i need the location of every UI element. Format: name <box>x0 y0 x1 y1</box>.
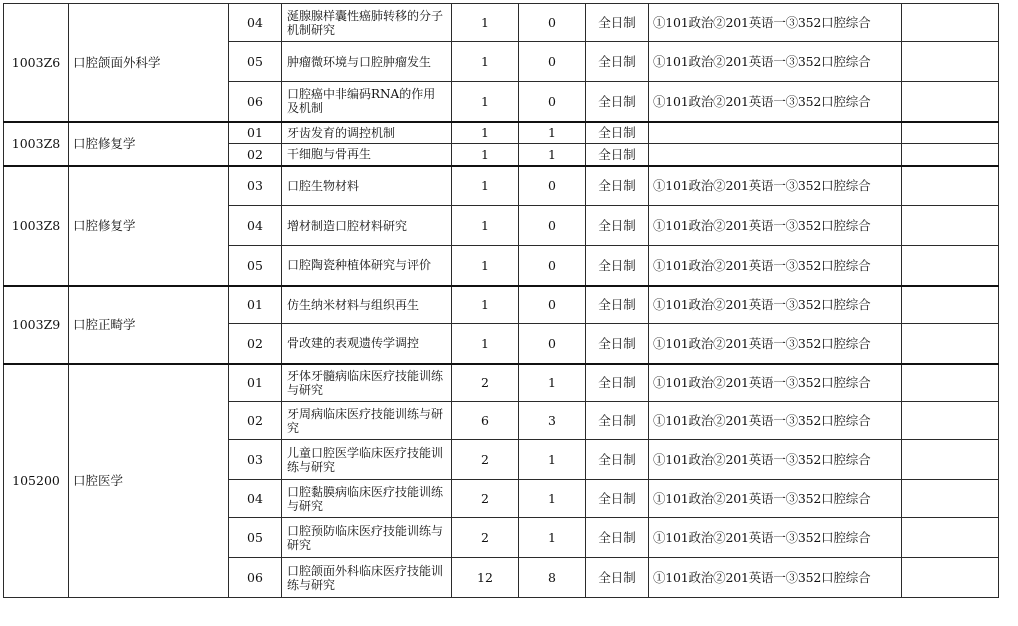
program-table-body <box>4 4 999 598</box>
direction-number: 02 <box>229 324 282 364</box>
exam-subjects: ①101政治②201英语一③352口腔综合 <box>649 402 902 440</box>
study-mode: 全日制 <box>586 518 649 558</box>
enrollment-quota: 1 <box>452 42 519 82</box>
recommended-count: 0 <box>519 42 586 82</box>
research-direction: 骨改建的表观遗传学调控 <box>282 324 452 364</box>
exam-subjects: ①101政治②201英语一③352口腔综合 <box>649 518 902 558</box>
remarks-cell <box>902 4 999 42</box>
study-mode: 全日制 <box>586 324 649 364</box>
enrollment-quota: 1 <box>452 246 519 286</box>
remarks-cell <box>902 246 999 286</box>
recommended-count: 3 <box>519 402 586 440</box>
recommended-count: 1 <box>519 144 586 166</box>
recommended-count: 1 <box>519 518 586 558</box>
enrollment-quota: 1 <box>452 206 519 246</box>
enrollment-quota: 1 <box>452 122 519 144</box>
recommended-count: 1 <box>519 364 586 402</box>
study-mode: 全日制 <box>586 246 649 286</box>
recommended-count: 0 <box>519 246 586 286</box>
table-row <box>4 4 999 42</box>
direction-number: 01 <box>229 364 282 402</box>
remarks-cell <box>902 324 999 364</box>
subject-code: 105200 <box>4 364 69 598</box>
enrollment-quota: 6 <box>452 402 519 440</box>
table-row <box>4 166 999 206</box>
direction-number: 05 <box>229 246 282 286</box>
direction-number: 02 <box>229 144 282 166</box>
subject-code: 1003Z6 <box>4 4 69 122</box>
direction-number: 03 <box>229 166 282 206</box>
enrollment-quota: 2 <box>452 480 519 518</box>
exam-subjects: ①101政治②201英语一③352口腔综合 <box>649 558 902 598</box>
research-direction: 增材制造口腔材料研究 <box>282 206 452 246</box>
study-mode: 全日制 <box>586 286 649 324</box>
recommended-count: 0 <box>519 166 586 206</box>
exam-subjects: ①101政治②201英语一③352口腔综合 <box>649 440 902 480</box>
recommended-count: 0 <box>519 82 586 122</box>
remarks-cell <box>902 42 999 82</box>
direction-number: 03 <box>229 440 282 480</box>
research-direction: 口腔癌中非编码RNA的作用及机制 <box>282 82 452 122</box>
remarks-cell <box>902 122 999 144</box>
recommended-count: 1 <box>519 122 586 144</box>
subject-name: 口腔颌面外科学 <box>69 4 229 122</box>
remarks-cell <box>902 518 999 558</box>
recommended-count: 0 <box>519 286 586 324</box>
remarks-cell <box>902 440 999 480</box>
remarks-cell <box>902 144 999 166</box>
exam-subjects: ①101政治②201英语一③352口腔综合 <box>649 324 902 364</box>
direction-number: 01 <box>229 286 282 324</box>
subject-code: 1003Z8 <box>4 166 69 286</box>
research-direction: 口腔预防临床医疗技能训练与研究 <box>282 518 452 558</box>
research-direction: 仿生纳米材料与组织再生 <box>282 286 452 324</box>
research-direction: 牙体牙髓病临床医疗技能训练与研究 <box>282 364 452 402</box>
enrollment-quota: 1 <box>452 166 519 206</box>
enrollment-quota: 1 <box>452 286 519 324</box>
study-mode: 全日制 <box>586 480 649 518</box>
exam-subjects: ①101政治②201英语一③352口腔综合 <box>649 364 902 402</box>
table-row <box>4 286 999 324</box>
remarks-cell <box>902 480 999 518</box>
exam-subjects: ①101政治②201英语一③352口腔综合 <box>649 480 902 518</box>
subject-name: 口腔修复学 <box>69 166 229 286</box>
research-direction: 儿童口腔医学临床医疗技能训练与研究 <box>282 440 452 480</box>
exam-subjects: ①101政治②201英语一③352口腔综合 <box>649 4 902 42</box>
direction-number: 05 <box>229 42 282 82</box>
direction-number: 04 <box>229 4 282 42</box>
research-direction: 干细胞与骨再生 <box>282 144 452 166</box>
recommended-count: 1 <box>519 480 586 518</box>
study-mode: 全日制 <box>586 558 649 598</box>
exam-subjects: ①101政治②201英语一③352口腔综合 <box>649 206 902 246</box>
remarks-cell <box>902 286 999 324</box>
exam-subjects: ①101政治②201英语一③352口腔综合 <box>649 286 902 324</box>
remarks-cell <box>902 166 999 206</box>
study-mode: 全日制 <box>586 122 649 144</box>
direction-number: 06 <box>229 558 282 598</box>
study-mode: 全日制 <box>586 440 649 480</box>
study-mode: 全日制 <box>586 82 649 122</box>
subject-code: 1003Z8 <box>4 122 69 166</box>
remarks-cell <box>902 402 999 440</box>
recommended-count: 8 <box>519 558 586 598</box>
exam-subjects: ①101政治②201英语一③352口腔综合 <box>649 246 902 286</box>
enrollment-quota: 1 <box>452 144 519 166</box>
enrollment-quota: 1 <box>452 324 519 364</box>
direction-number: 05 <box>229 518 282 558</box>
recommended-count: 0 <box>519 4 586 42</box>
enrollment-quota: 2 <box>452 518 519 558</box>
study-mode: 全日制 <box>586 166 649 206</box>
study-mode: 全日制 <box>586 144 649 166</box>
enrollment-quota: 1 <box>452 82 519 122</box>
direction-number: 04 <box>229 206 282 246</box>
research-direction: 涎腺腺样囊性癌肺转移的分子机制研究 <box>282 4 452 42</box>
remarks-cell <box>902 558 999 598</box>
table-row <box>4 122 999 144</box>
research-direction: 口腔生物材料 <box>282 166 452 206</box>
exam-subjects: ①101政治②201英语一③352口腔综合 <box>649 82 902 122</box>
research-direction: 牙周病临床医疗技能训练与研究 <box>282 402 452 440</box>
research-direction: 口腔黏膜病临床医疗技能训练与研究 <box>282 480 452 518</box>
enrollment-quota: 1 <box>452 4 519 42</box>
exam-subjects: ①101政治②201英语一③352口腔综合 <box>649 166 902 206</box>
study-mode: 全日制 <box>586 206 649 246</box>
research-direction: 口腔陶瓷种植体研究与评价 <box>282 246 452 286</box>
subject-name: 口腔医学 <box>69 364 229 598</box>
enrollment-quota: 2 <box>452 364 519 402</box>
subject-name: 口腔正畸学 <box>69 286 229 364</box>
research-direction: 肿瘤微环境与口腔肿瘤发生 <box>282 42 452 82</box>
study-mode: 全日制 <box>586 402 649 440</box>
study-mode: 全日制 <box>586 42 649 82</box>
subject-name: 口腔修复学 <box>69 122 229 166</box>
direction-number: 01 <box>229 122 282 144</box>
study-mode: 全日制 <box>586 4 649 42</box>
direction-number: 06 <box>229 82 282 122</box>
direction-number: 02 <box>229 402 282 440</box>
subject-code: 1003Z9 <box>4 286 69 364</box>
study-mode: 全日制 <box>586 364 649 402</box>
direction-number: 04 <box>229 480 282 518</box>
remarks-cell <box>902 82 999 122</box>
recommended-count: 0 <box>519 206 586 246</box>
program-table <box>3 3 999 598</box>
research-direction: 口腔颌面外科临床医疗技能训练与研究 <box>282 558 452 598</box>
exam-subjects <box>649 144 902 166</box>
recommended-count: 0 <box>519 324 586 364</box>
exam-subjects: ①101政治②201英语一③352口腔综合 <box>649 42 902 82</box>
research-direction: 牙齿发育的调控机制 <box>282 122 452 144</box>
remarks-cell <box>902 364 999 402</box>
enrollment-quota: 2 <box>452 440 519 480</box>
enrollment-quota: 12 <box>452 558 519 598</box>
table-row <box>4 364 999 402</box>
exam-subjects <box>649 122 902 144</box>
recommended-count: 1 <box>519 440 586 480</box>
remarks-cell <box>902 206 999 246</box>
